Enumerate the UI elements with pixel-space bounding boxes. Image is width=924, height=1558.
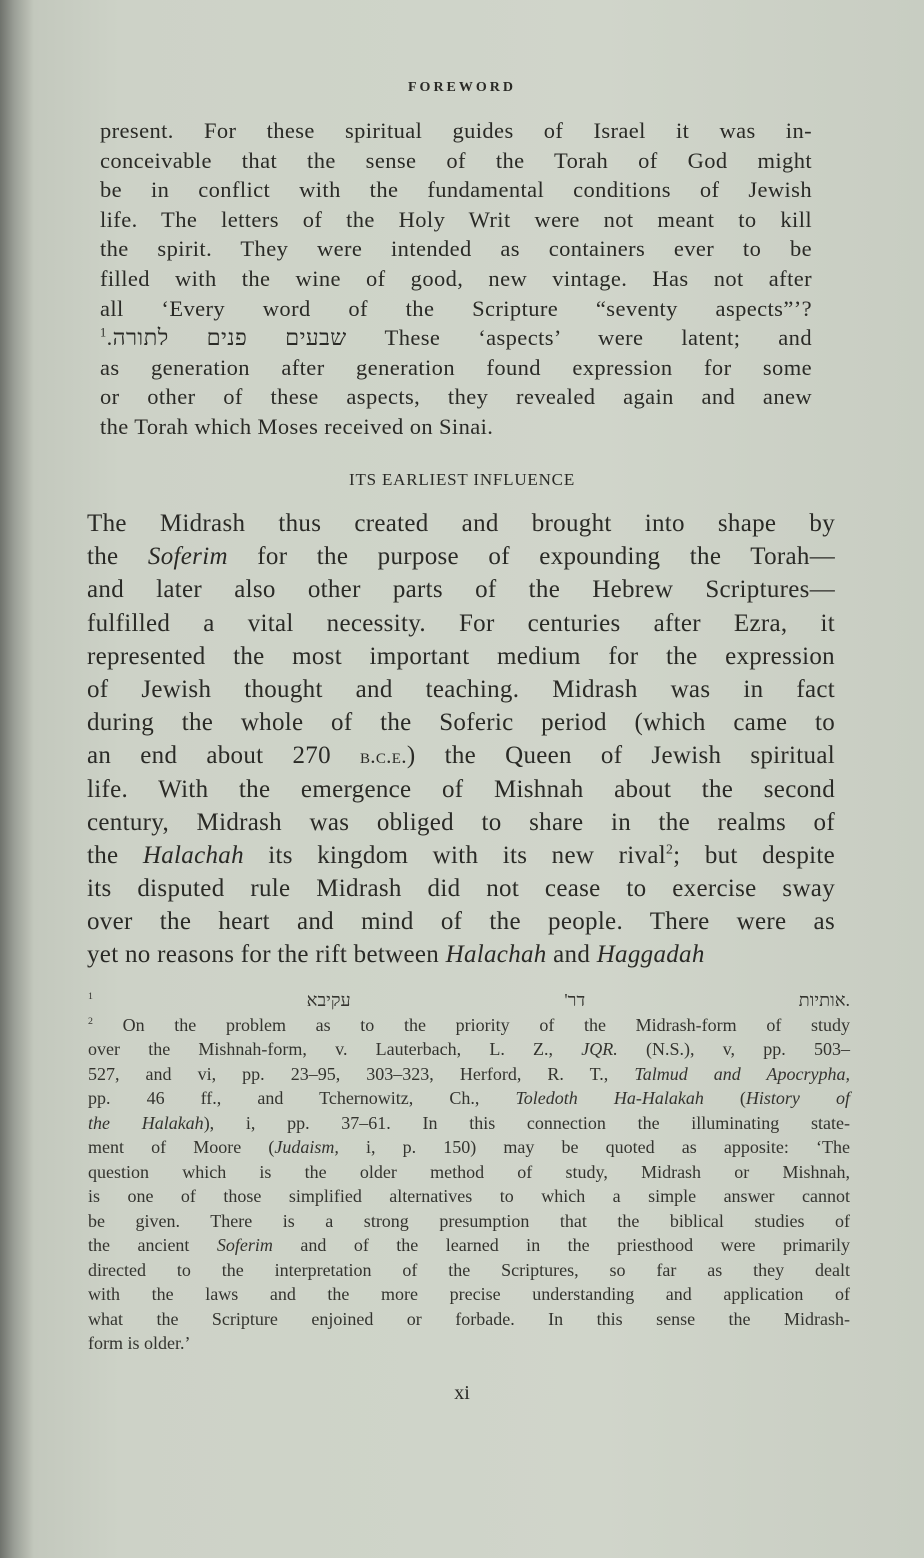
text-segment: directed to the interpretation of the Scriptures, so far as they dealt xyxy=(88,1259,850,1280)
text-line xyxy=(87,872,835,905)
text-line xyxy=(88,1331,850,1356)
text-line xyxy=(100,116,812,146)
text-segment: of Jewish thought and teaching. Midrash was in fact xyxy=(87,675,835,703)
text-line xyxy=(88,1307,850,1332)
text-segment: (N.S.), v, pp. 503– xyxy=(617,1039,850,1059)
text-segment: form is older.’ xyxy=(88,1333,191,1353)
text-line xyxy=(87,739,835,772)
text-line xyxy=(88,1135,850,1160)
text-line xyxy=(88,988,850,1013)
text-segment: conceivable that the sense of the Torah of God might xyxy=(100,147,812,173)
text-segment: during the whole of the Soferic period (which came to xyxy=(87,709,835,737)
text-line xyxy=(88,1184,850,1209)
text-segment: be given. There is a strong presumption that the biblical studies of xyxy=(88,1210,850,1231)
text-line xyxy=(100,353,812,383)
text-segment: life. The letters of the Holy Writ were not meant to kill xyxy=(100,206,812,232)
text-segment: its kingdom with its new rival xyxy=(243,841,666,869)
text-line xyxy=(87,607,835,640)
text-segment: for the purpose of expounding the Torah— xyxy=(227,543,836,571)
text-segment: ; but despite xyxy=(673,841,836,869)
text-segment: pp. 46 ff., and Tchernowitz, Ch., xyxy=(88,1088,516,1108)
text-line xyxy=(88,1282,850,1307)
text-segment: yet no reasons for the rift between xyxy=(87,941,446,969)
text-line xyxy=(88,1013,850,1038)
text-segment: the spirit. They were intended as containers ever to be xyxy=(100,236,812,262)
italic-text: Halachah xyxy=(445,941,547,969)
text-segment: שבעים פנים לתורה. xyxy=(106,325,347,351)
text-segment: all ‘Every word of the Scripture “seventy aspects”’? xyxy=(100,295,812,321)
text-line xyxy=(88,1086,850,1111)
text-segment: the Torah which Moses received on Sinai. xyxy=(100,413,494,439)
text-line xyxy=(100,264,812,294)
running-header: FOREWORD xyxy=(408,80,516,95)
italic-text: the Halakah xyxy=(88,1112,204,1133)
text-segment: b.c.e. xyxy=(359,744,407,769)
text-line xyxy=(87,938,835,971)
text-segment: the xyxy=(87,543,148,571)
text-line xyxy=(100,205,812,235)
italic-text: JQR. xyxy=(581,1039,618,1059)
text-segment: present. For these spiritual guides of Israel it was in- xyxy=(100,118,812,143)
italic-text: Toledoth Ha-Halakah xyxy=(515,1088,704,1108)
text-line xyxy=(87,673,835,706)
text-line xyxy=(88,1062,850,1087)
italic-text: Soferim xyxy=(147,543,228,571)
text-line xyxy=(88,1258,850,1283)
text-line xyxy=(100,234,812,264)
text-segment: with the laws and the more precise understanding and application of xyxy=(88,1284,850,1304)
text-segment: be in conflict with the fundamental conditions of Jewish xyxy=(100,177,812,203)
text-segment: and of the learned in the priesthood were primarily xyxy=(272,1235,850,1255)
italic-text: Soferim xyxy=(216,1235,273,1255)
text-line xyxy=(87,640,835,673)
text-segment: אותיות דר' עקיבא. xyxy=(92,990,850,1010)
text-segment: i, p. 150) may be quoted as apposite: ‘The xyxy=(338,1137,850,1157)
text-segment: or other of these aspects, they revealed again and anew xyxy=(100,384,812,410)
text-line xyxy=(87,839,835,872)
text-line xyxy=(100,382,812,412)
text-line xyxy=(87,706,835,739)
footnotes xyxy=(88,988,850,1356)
text-line xyxy=(87,507,835,540)
text-segment: filled with the wine of good, new vintage. Has not after xyxy=(100,265,812,291)
text-line xyxy=(87,573,835,606)
text-segment: the xyxy=(87,841,143,869)
text-segment: over the heart and mind of the people. There were as xyxy=(87,908,835,936)
text-line xyxy=(88,1233,850,1258)
text-line xyxy=(87,905,835,938)
text-segment: On the problem as to the priority of the Midrash-form of study xyxy=(92,1014,850,1035)
text-line xyxy=(100,294,812,324)
text-segment: century, Midrash was obliged to share in the realms of xyxy=(87,808,835,836)
text-segment: ment of Moore ( xyxy=(88,1137,275,1157)
italic-text: Haggadah xyxy=(596,941,705,969)
text-segment: an end about 270 xyxy=(87,742,360,770)
text-segment: ), i, pp. 37–61. In this connection the illuminating state- xyxy=(203,1112,850,1133)
footnote-marker: 2 xyxy=(665,841,674,857)
text-segment: and xyxy=(546,941,597,969)
text-segment: ( xyxy=(703,1088,746,1108)
text-segment: The Midrash thus created and brought into shape by xyxy=(87,510,835,537)
italic-text: Judaism, xyxy=(274,1137,339,1157)
text-segment: ) the Queen of Jewish spiritual xyxy=(406,742,835,770)
text-line xyxy=(100,146,812,176)
text-line xyxy=(87,806,835,839)
text-line xyxy=(100,323,812,353)
text-segment: fulfilled a vital necessity. For centuries after Ezra, it xyxy=(87,609,835,637)
text-segment: life. With the emergence of Mishnah about the second xyxy=(87,775,835,803)
italic-text: Halachah xyxy=(142,841,244,869)
paragraph-2 xyxy=(87,507,835,972)
text-segment: These ‘aspects’ were latent; and xyxy=(346,325,812,351)
footnote-marker: 2 xyxy=(88,1015,93,1027)
text-segment: question which is the older method of study, Midrash or Mishnah, xyxy=(88,1161,850,1182)
text-line xyxy=(100,175,812,205)
text-line xyxy=(88,1160,850,1185)
text-line xyxy=(88,1209,850,1234)
text-segment: what the Scripture enjoined or forbade. In this sense the Midrash- xyxy=(88,1308,850,1329)
footnote-marker: 1 xyxy=(100,325,107,340)
text-segment: and later also other parts of the Hebrew Scriptures— xyxy=(87,576,835,604)
italic-text: Talmud and Apocrypha, xyxy=(634,1063,850,1084)
text-segment: over the Mishnah-form, v. Lauterbach, L. Z., xyxy=(88,1039,582,1059)
paragraph-1 xyxy=(100,116,812,442)
text-segment: as generation after generation found expression for some xyxy=(100,354,812,380)
text-segment: represented the most important medium for the expression xyxy=(87,642,835,670)
text-line xyxy=(88,1111,850,1136)
text-segment: 527, and vi, pp. 23–95, 303–323, Herford, R. T., xyxy=(88,1063,635,1084)
text-segment: the ancient xyxy=(88,1235,217,1255)
text-line xyxy=(87,540,835,573)
text-line xyxy=(100,412,812,442)
text-segment: is one of those simplified alternatives to which a simple answer cannot xyxy=(88,1186,850,1206)
text-segment: its disputed rule Midrash did not cease to exercise sway xyxy=(87,875,835,903)
page-number: xi xyxy=(454,1382,470,1404)
text-line xyxy=(88,1037,850,1062)
section-heading: ITS EARLIEST INFLUENCE xyxy=(349,470,575,489)
footnote-marker: 1 xyxy=(88,991,93,1003)
italic-text: History of xyxy=(745,1088,850,1108)
text-line xyxy=(87,773,835,806)
